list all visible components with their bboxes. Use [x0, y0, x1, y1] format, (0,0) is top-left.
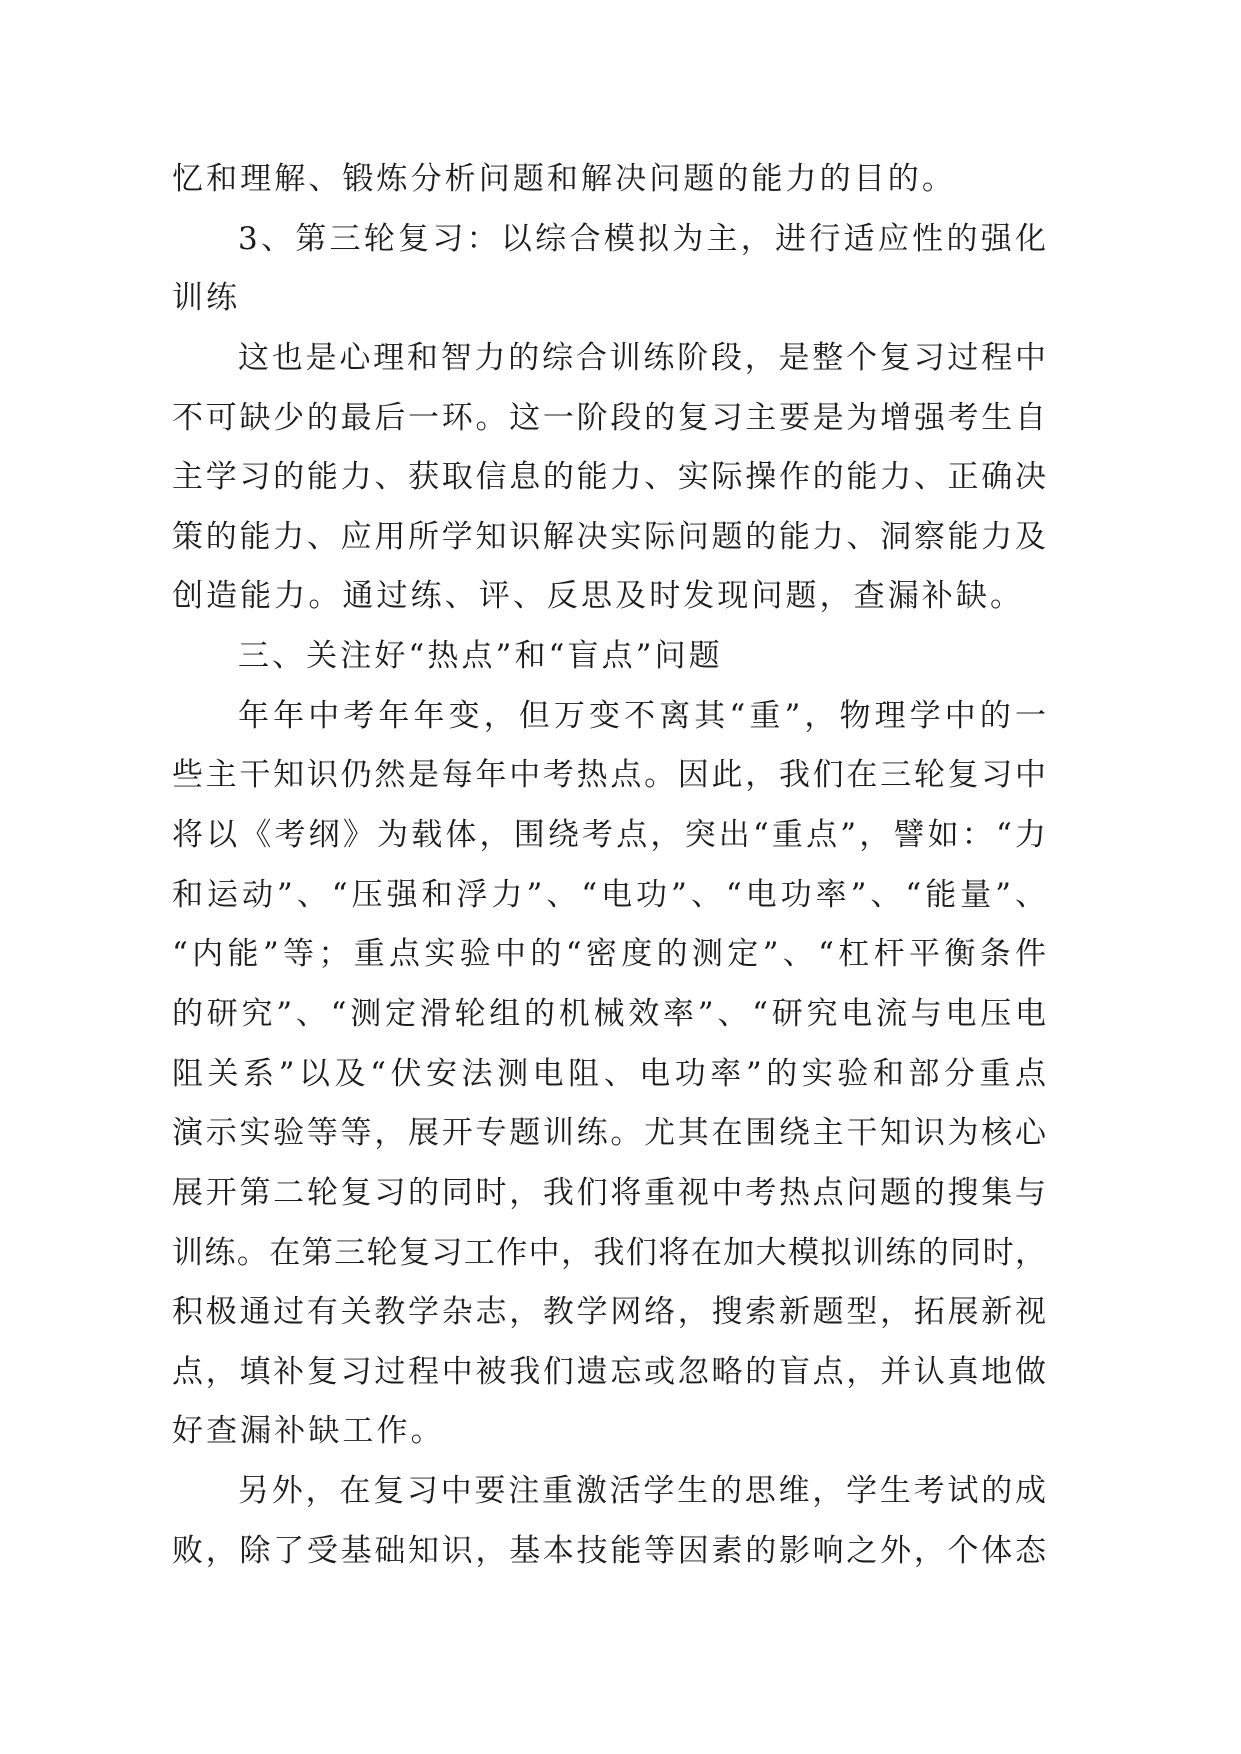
line-text: “内能”等；重点实验中的“密度的测定”、“杠杆平衡条件 — [172, 936, 1051, 973]
text-line — [172, 985, 1050, 1045]
text-line — [172, 1522, 1049, 1582]
line-text: 创造能力。通过练、评、反思及时发现问题，查漏补缺。 — [172, 578, 1025, 615]
text-line — [172, 1402, 1046, 1462]
text-line — [172, 448, 1049, 508]
line-text: 积极通过有关教学杂志，教学网络，搜索新题型，拓展新视 — [172, 1294, 1049, 1331]
line-text: 年年中考年年变，但万变不离其“重”，物理学中的一 — [238, 697, 1051, 734]
line-text: 将以《考纲》为载体，围绕考点，突出“重点”，譬如：“力 — [172, 817, 1050, 854]
text-line — [172, 508, 1049, 568]
line-text: 的研究”、“测定滑轮组的机械效率”、“研究电流与电压电 — [172, 995, 1050, 1032]
text-line — [172, 1462, 1049, 1522]
text-line — [172, 687, 1051, 747]
section-heading — [172, 210, 1050, 329]
line-text: 策的能力、应用所学知识解决实际问题的能力、洞察能力及 — [172, 518, 1049, 555]
text-line — [172, 1104, 1049, 1164]
line-text: 3、第三轮复习：以综合模拟为主，进行适应性的强化 — [238, 220, 1050, 257]
text-line — [172, 925, 1051, 985]
text-line — [172, 806, 1050, 866]
text-line — [172, 150, 1046, 210]
line-text: 阻关系”以及“伏安法测电阻、电功率”的实验和部分重点 — [172, 1055, 1051, 1092]
line-text: 这也是心理和智力的综合训练阶段，是整个复习过程中 — [238, 339, 1049, 376]
line-text: 好查漏补缺工作。 — [172, 1413, 445, 1450]
line-text: 演示实验等等，展开专题训练。尤其在围绕主干知识为核心 — [172, 1115, 1049, 1152]
line-text: 点，填补复习过程中被我们遗忘或忽略的盲点，并认真地做 — [172, 1353, 1049, 1390]
line-text: 不可缺少的最后一环。这一阶段的复习主要是为增强考生自 — [172, 399, 1049, 436]
text-line — [172, 627, 1046, 687]
line-text: 训练 — [172, 280, 241, 317]
text-line — [172, 329, 1049, 389]
text-line — [172, 210, 1050, 270]
line-text: 三、关注好“热点”和“盲点”问题 — [238, 638, 723, 675]
line-text: 展开第二轮复习的同时，我们将重视中考热点问题的搜集与 — [172, 1174, 1049, 1211]
line-text: 忆和理解、锻炼分析问题和解决问题的能力的目的。 — [172, 161, 956, 197]
text-line — [172, 866, 1050, 926]
text-line — [172, 746, 1049, 806]
line-text: 另外，在复习中要注重激活学生的思维，学生考试的成 — [238, 1473, 1049, 1510]
line-text: 训练。在第三轮复习工作中，我们将在加大模拟训练的同时， — [172, 1234, 1048, 1271]
paragraph — [172, 1462, 1049, 1581]
paragraph — [172, 329, 1049, 627]
document-page — [172, 150, 1051, 1581]
paragraph — [172, 687, 1051, 1462]
line-text: 和运动”、“压强和浮力”、“电功”、“电功率”、“能量”、 — [172, 876, 1050, 913]
text-line — [172, 1045, 1051, 1105]
paragraph — [172, 150, 1046, 210]
text-line — [172, 269, 1046, 329]
text-line — [172, 1283, 1049, 1343]
text-line — [172, 1343, 1049, 1403]
line-text: 败，除了受基础知识，基本技能等因素的影响之外，个体态 — [172, 1532, 1049, 1569]
text-line — [172, 567, 1046, 627]
section-heading — [172, 627, 1046, 687]
text-line — [172, 1164, 1049, 1224]
text-line — [172, 1224, 1046, 1284]
text-line — [172, 389, 1049, 449]
line-text: 主学习的能力、获取信息的能力、实际操作的能力、正确决 — [172, 459, 1049, 496]
line-text: 些主干知识仍然是每年中考热点。因此，我们在三轮复习中 — [172, 757, 1049, 794]
